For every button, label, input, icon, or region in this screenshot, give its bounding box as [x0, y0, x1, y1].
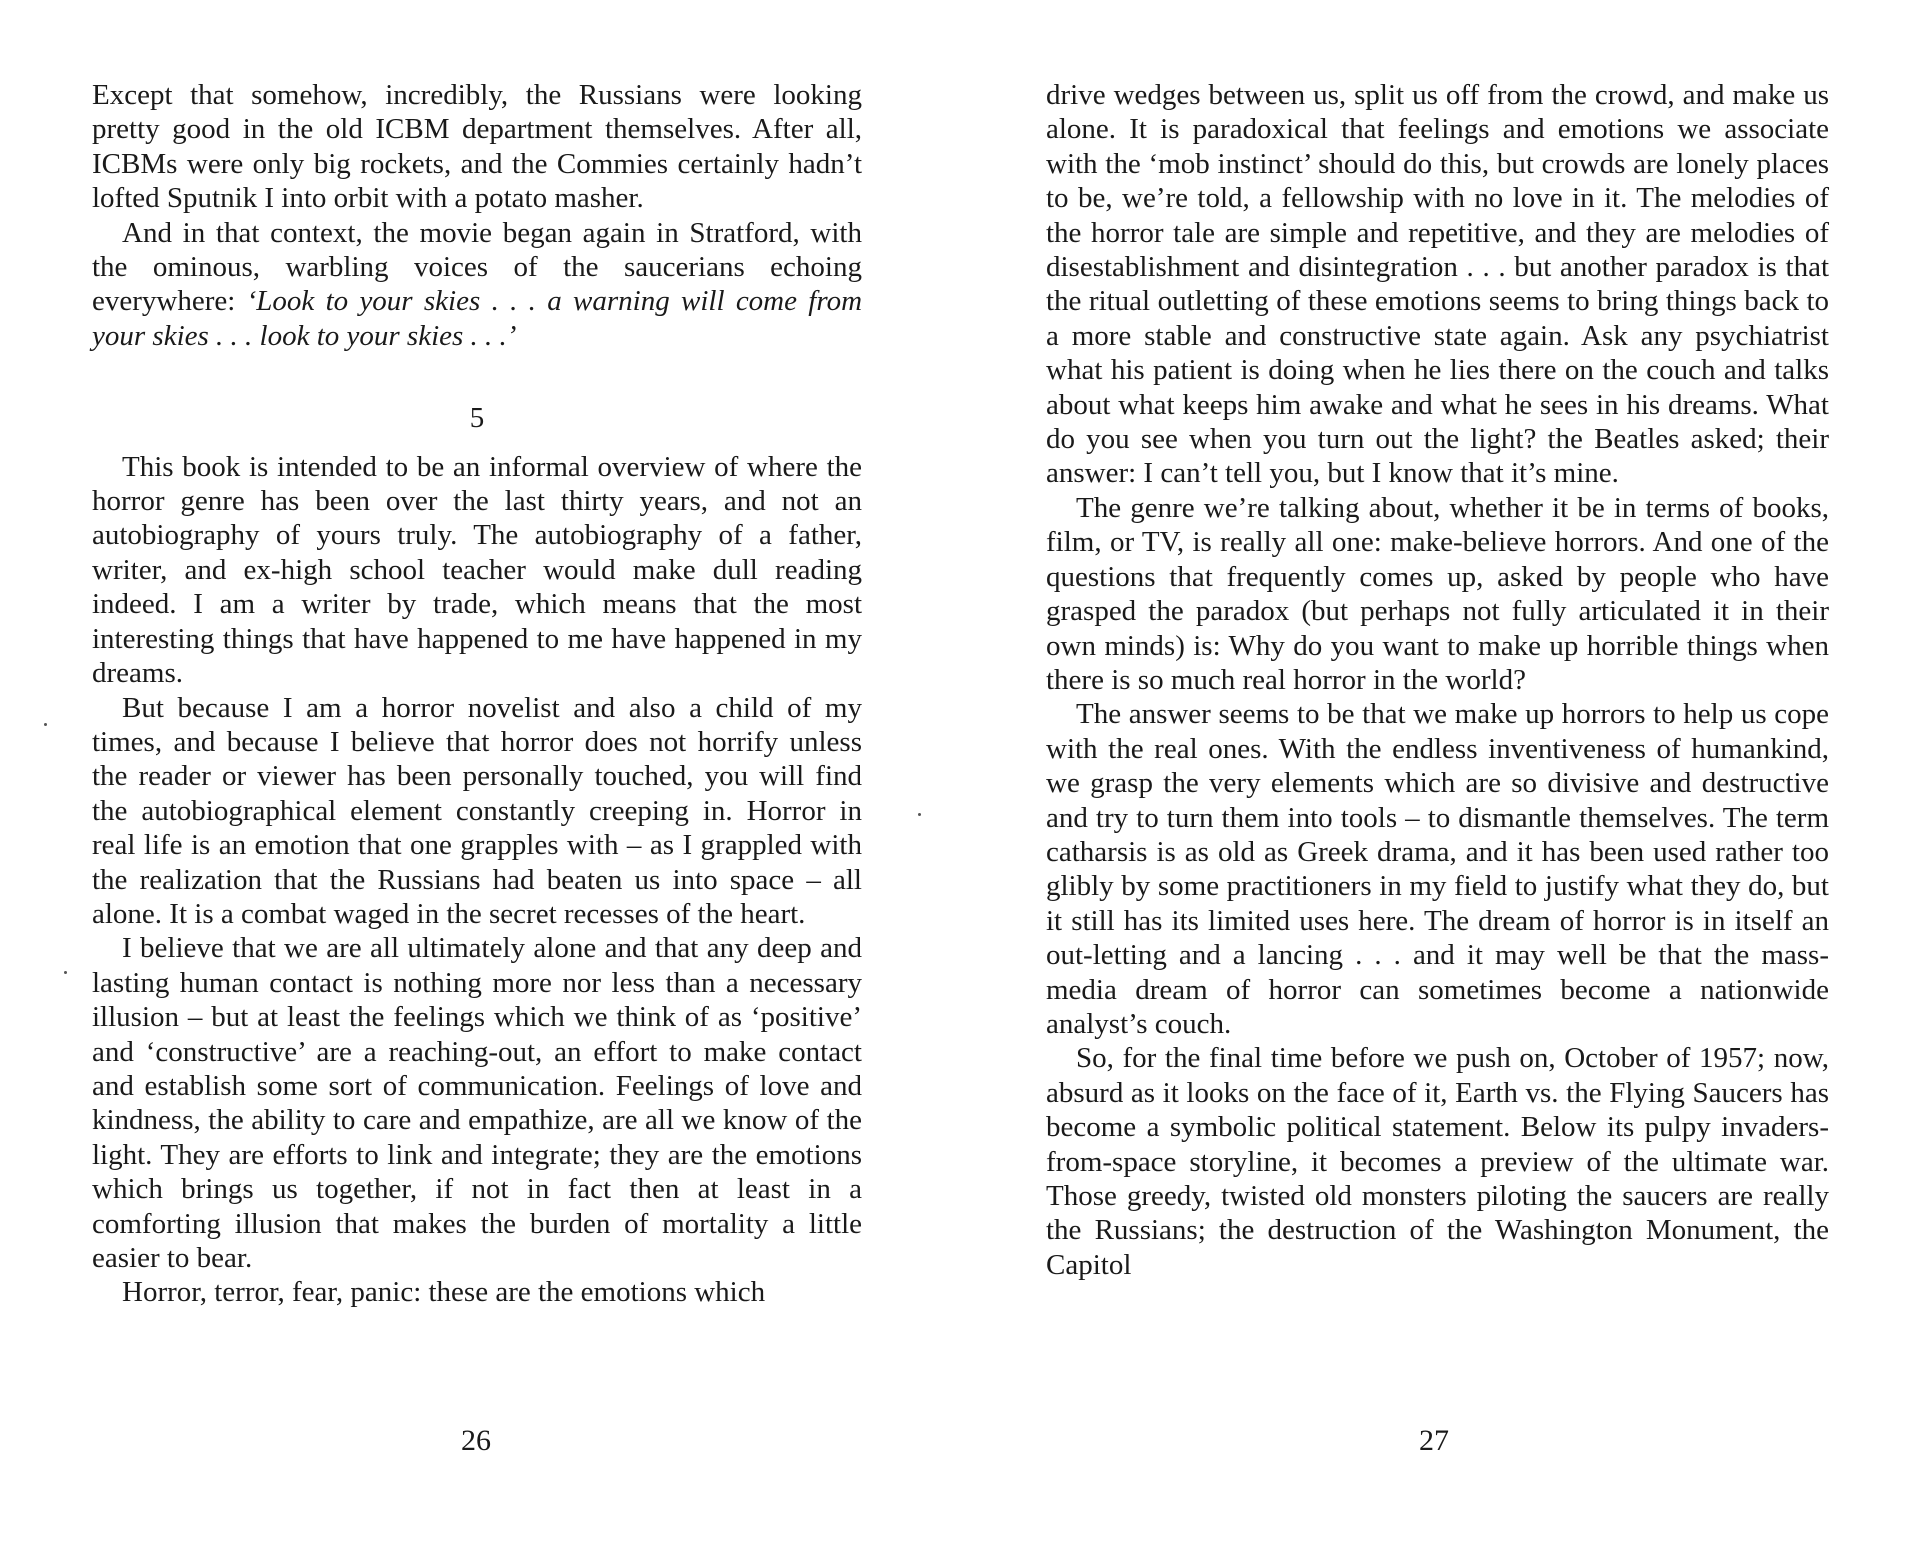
paragraph: Except that somehow, incredibly, the Russians were looking pretty good in the old ICBM department themselves. After all, ICBMs were only big rockets, and the Commies certainly hadn’t lofted Sputnik I into orbit with a potato masher. — [92, 79, 862, 215]
paper-speck — [918, 813, 921, 816]
paragraph: But because I am a horror novelist and also a child of my times, and because I believe that horror does not horrify unless the reader or viewer has been personally touched, you will find the autobiographical element constantly creeping in. Horror in real life is an emotion that one grapples with – as I grappled with the realization that the Russians had beaten us into space – all alone. It is a combat waged in the secret recesses of the heart. — [92, 691, 862, 930]
paragraph: Horror, terror, fear, panic: these are the emotions which — [122, 1276, 766, 1309]
paragraph: I believe that we are all ultimately alone and that any deep and lasting human contact is nothing more nor less than a necessary illusion – but at least the feelings which we think of as ‘positive’ and ‘constructive’ are a reaching-out, an effort to make contact and establish some sort of communication. Feelings of love and kindness, the ability to care and empathize, are all we know of the light. They are efforts to link and integrate; they are the emotions which brings us together, if not in fact then at least in a comforting illusion that makes the burden of mortality a little easier to bear. — [92, 932, 862, 1274]
page-number-right: 27 — [1419, 1424, 1449, 1457]
italic-quote: ‘Look to your skies . . . a warning will come from your skies . . . look to your skies . . .’ — [92, 285, 863, 352]
paragraph — [92, 216, 862, 354]
paragraph-text: And in that context, the movie began again in Stratford, with the ominous, warbling voices of the saucerians echoing everywhere: — [92, 216, 862, 318]
page-number-left: 26 — [461, 1424, 491, 1457]
paper-speck — [44, 723, 47, 726]
paragraph: The genre we’re talking about, whether it be in terms of books, film, or TV, is really all one: make-believe horrors. And one of the questions that frequently comes up, asked by people who have grasped the paradox (but perhaps not fully articulated it in their own minds) is: Why do you want to make up horrible things when there is so much real horror in the world? — [1046, 491, 1829, 696]
right-page — [1046, 78, 1829, 1282]
paragraph: The answer seems to be that we make up horrors to help us cope with the real ones. With the endless inventiveness of humankind, we grasp the very elements which are so divisive and destructive and try to turn them into tools – to dismantle themselves. The term catharsis is as old as Greek drama, and it has been used rather too glibly by some practitioners in my field to justify what they do, but it still has its limited uses here. The dream of horror is in itself an out-letting and a lancing . . . and it may well be that the mass-media dream of horror can sometimes become a nationwide analyst’s couch. — [1046, 698, 1829, 1040]
left-page — [92, 78, 862, 1310]
paragraph: So, for the final time before we push on, October of 1957; now, absurd as it looks on the face of it, Earth vs. the Flying Saucers has become a symbolic political statement. Below its pulpy invaders-from-space storyline, it becomes a preview of the ultimate war. Those greedy, twisted old monsters piloting the saucers are really the Russians; the destruction of the Washington Monument, the Capitol — [1046, 1042, 1829, 1281]
paragraph: drive wedges between us, split us off from the crowd, and make us alone. It is paradoxical that feelings and emotions we associate with the ‘mob instinct’ should do this, but crowds are lonely places to be, we’re told, a fellowship with no love in it. The melodies of the horror tale are simple and repetitive, and they are melodies of disestablishment and disintegration . . . but another paradox is that the ritual outletting of these emotions seems to bring things back to a more stable and constructive state again. Ask any psychiatrist what his patient is doing when he lies there on the couch and talks about what keeps him awake and what he sees in his dreams. What do you see when you turn out the light? the Beatles asked; their answer: I can’t tell you, but I know that it’s mine. — [1046, 79, 1829, 490]
section-number: 5 — [469, 402, 485, 435]
paragraph: This book is intended to be an informal overview of where the horror genre has been over the last thirty years, and not an autobiography of yours truly. The autobiography of a father, writer, and ex-high school teacher would make dull reading indeed. I am a writer by trade, which means that the most interesting things that have happened to me have happened in my dreams. — [92, 450, 862, 690]
paper-speck — [64, 971, 67, 974]
